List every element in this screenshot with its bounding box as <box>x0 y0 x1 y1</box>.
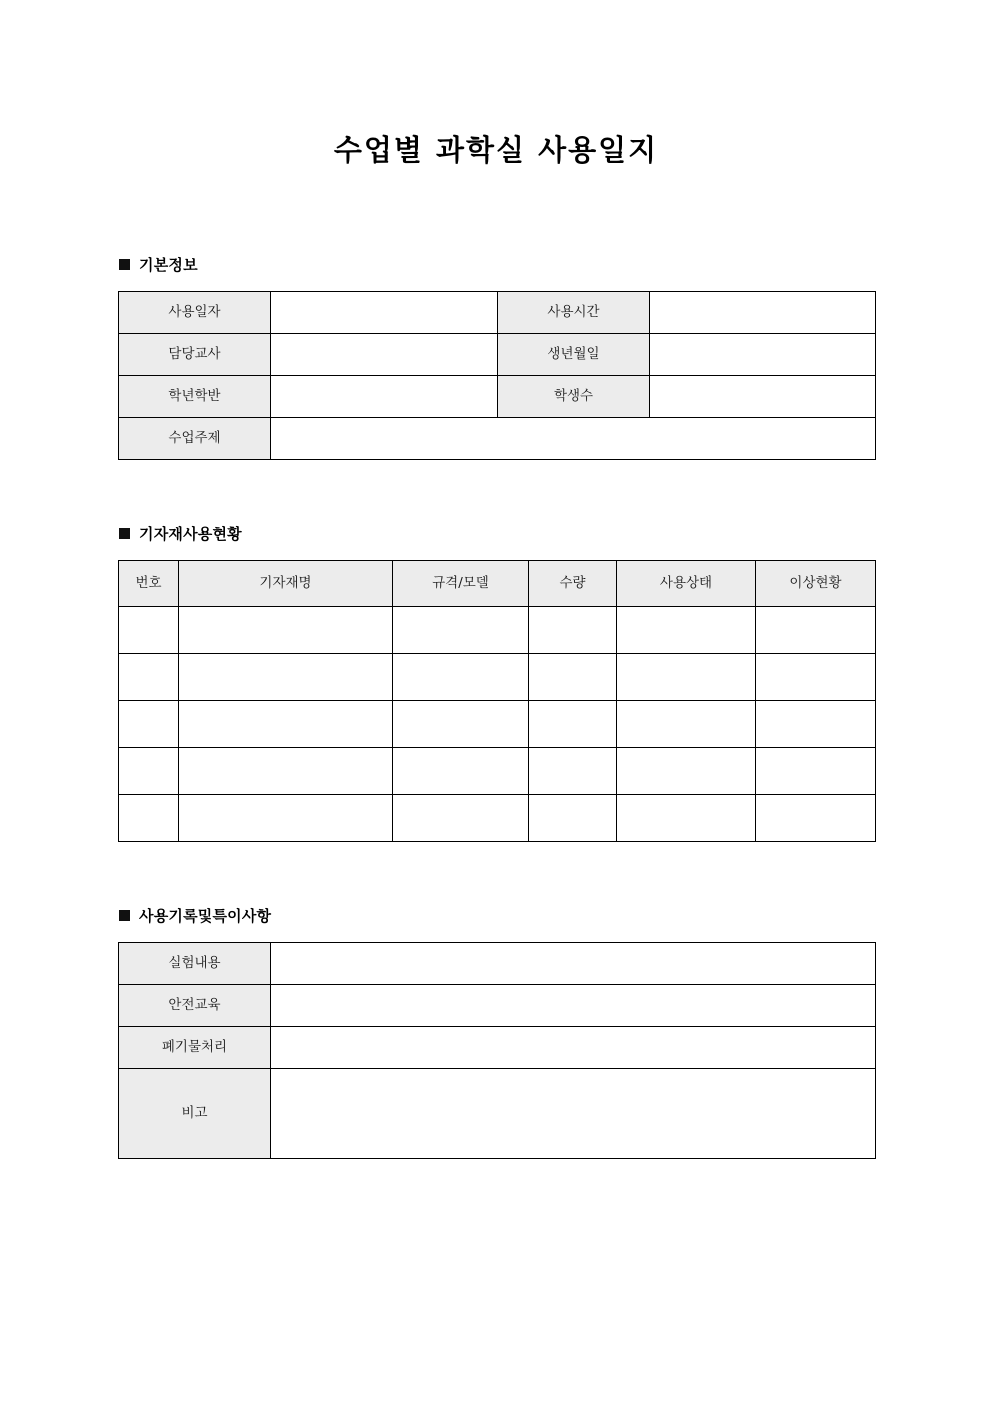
cell-abnormality[interactable] <box>756 748 876 795</box>
field-label-safety-education: 안전교육 <box>119 985 271 1027</box>
cell-no[interactable] <box>119 654 179 701</box>
table-row <box>119 1069 876 1159</box>
table-row <box>119 654 876 701</box>
table-row <box>119 334 876 376</box>
cell-spec-model[interactable] <box>393 701 529 748</box>
cell-spec-model[interactable] <box>393 607 529 654</box>
cell-equipment-name[interactable] <box>179 654 393 701</box>
table-row <box>119 748 876 795</box>
field-label-use-time: 사용시간 <box>498 292 650 334</box>
field-label-birthdate: 생년월일 <box>498 334 650 376</box>
spacer <box>0 275 992 291</box>
section-heading-label: 사용기록및특이사항 <box>139 907 272 926</box>
cell-abnormality[interactable] <box>756 654 876 701</box>
spacer <box>0 168 992 254</box>
column-header-spec-model: 규격/모델 <box>393 561 529 607</box>
field-value-birthdate[interactable] <box>650 334 876 376</box>
table-row <box>119 701 876 748</box>
spacer <box>0 842 992 905</box>
field-value-experiment-content[interactable] <box>271 943 876 985</box>
cell-equipment-name[interactable] <box>179 607 393 654</box>
cell-no[interactable] <box>119 748 179 795</box>
section-heading-label: 기자재사용현황 <box>139 525 242 544</box>
square-bullet-icon <box>119 259 130 270</box>
cell-quantity[interactable] <box>529 748 617 795</box>
field-label-use-date: 사용일자 <box>119 292 271 334</box>
field-label-grade-class: 학년학반 <box>119 376 271 418</box>
table-header-row <box>119 561 876 607</box>
cell-abnormality[interactable] <box>756 701 876 748</box>
field-label-student-count: 학생수 <box>498 376 650 418</box>
cell-spec-model[interactable] <box>393 795 529 842</box>
table-row <box>119 418 876 460</box>
table-row <box>119 985 876 1027</box>
field-label-teacher: 담당교사 <box>119 334 271 376</box>
field-value-safety-education[interactable] <box>271 985 876 1027</box>
table-row <box>119 795 876 842</box>
table-row <box>119 607 876 654</box>
cell-usage-state[interactable] <box>617 795 756 842</box>
field-label-lesson-topic: 수업주제 <box>119 418 271 460</box>
cell-quantity[interactable] <box>529 701 617 748</box>
field-value-use-time[interactable] <box>650 292 876 334</box>
basic-info-table <box>118 291 876 460</box>
equipment-usage-table <box>118 560 876 842</box>
cell-equipment-name[interactable] <box>179 701 393 748</box>
cell-quantity[interactable] <box>529 654 617 701</box>
square-bullet-icon <box>119 528 130 539</box>
cell-abnormality[interactable] <box>756 607 876 654</box>
section-heading-usage-records <box>0 905 992 926</box>
cell-usage-state[interactable] <box>617 748 756 795</box>
field-label-waste-disposal: 폐기물처리 <box>119 1027 271 1069</box>
cell-usage-state[interactable] <box>617 654 756 701</box>
page-title: 수업별 과학실 사용일지 <box>333 133 659 167</box>
cell-usage-state[interactable] <box>617 607 756 654</box>
spacer <box>0 544 992 560</box>
column-header-equipment-name: 기자재명 <box>179 561 393 607</box>
section-heading-label: 기본정보 <box>139 256 198 275</box>
spacer <box>0 460 992 523</box>
field-value-grade-class[interactable] <box>271 376 498 418</box>
section-heading-equipment-usage <box>0 523 992 544</box>
section-heading-basic-info <box>0 254 992 275</box>
field-value-use-date[interactable] <box>271 292 498 334</box>
field-value-waste-disposal[interactable] <box>271 1027 876 1069</box>
cell-equipment-name[interactable] <box>179 795 393 842</box>
cell-usage-state[interactable] <box>617 701 756 748</box>
cell-spec-model[interactable] <box>393 654 529 701</box>
cell-spec-model[interactable] <box>393 748 529 795</box>
column-header-usage-state: 사용상태 <box>617 561 756 607</box>
field-value-lesson-topic[interactable] <box>271 418 876 460</box>
cell-no[interactable] <box>119 701 179 748</box>
cell-quantity[interactable] <box>529 607 617 654</box>
column-header-abnormality: 이상현황 <box>756 561 876 607</box>
field-label-experiment-content: 실험내용 <box>119 943 271 985</box>
usage-records-table <box>118 942 876 1159</box>
cell-quantity[interactable] <box>529 795 617 842</box>
table-row <box>119 1027 876 1069</box>
spacer <box>0 926 992 942</box>
field-value-remarks[interactable] <box>271 1069 876 1159</box>
field-label-remarks: 비고 <box>119 1069 271 1159</box>
cell-equipment-name[interactable] <box>179 748 393 795</box>
field-value-teacher[interactable] <box>271 334 498 376</box>
table-row <box>119 376 876 418</box>
table-row <box>119 292 876 334</box>
cell-no[interactable] <box>119 795 179 842</box>
square-bullet-icon <box>119 910 130 921</box>
column-header-no: 번호 <box>119 561 179 607</box>
cell-no[interactable] <box>119 607 179 654</box>
column-header-quantity: 수량 <box>529 561 617 607</box>
cell-abnormality[interactable] <box>756 795 876 842</box>
table-row <box>119 943 876 985</box>
field-value-student-count[interactable] <box>650 376 876 418</box>
